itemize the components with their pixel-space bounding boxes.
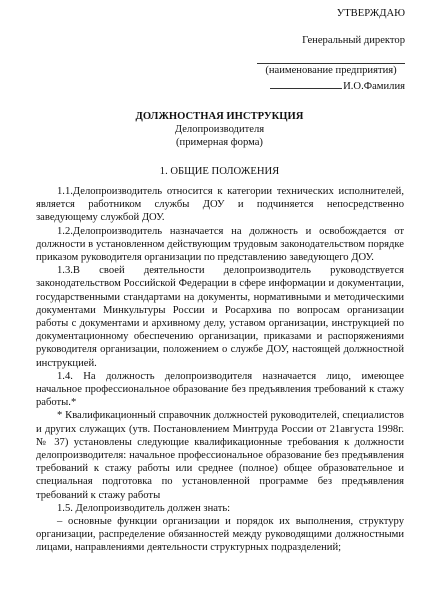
- director-position: Генеральный директор: [302, 35, 405, 47]
- list-item: – основные функции организации и порядок их выполнения, структуру организации, распределение обязанностей между руководящими должностными лицами, направлениями деятельности структурных подразделений;: [36, 516, 404, 554]
- paragraph-1-5: 1.5. Делопроизводитель должен знать:: [57, 502, 231, 514]
- document-subtitle: Делопроизводителя: [174, 124, 265, 136]
- approve-word: УТВЕРЖДАЮ: [336, 8, 405, 19]
- form-note: (примерная форма): [176, 137, 263, 149]
- paragraph-1-4: 1.4. На должность делопроизводителя назначается лицо, имеющее начальное профессиональное образование без предъявления требований к стажу работы.*: [36, 370, 404, 409]
- paragraph-1-2: 1.2.Делопроизводитель назначается на должность и освобождается от должности в установленном действующим трудовым законодательством порядке приказом руководителя организации по представлению заведующего ДОУ.: [36, 225, 404, 264]
- document-body: [36, 185, 404, 555]
- approval-block: [227, 7, 405, 93]
- organization-caption: (наименование предприятия): [265, 65, 397, 77]
- signature-blank: [270, 78, 342, 89]
- signature-name: И.О.Фамилия: [343, 80, 405, 92]
- section-title: 1. ОБЩИЕ ПОЛОЖЕНИЯ: [159, 166, 280, 177]
- footnote-paragraph: * Квалификационный справочник должностей руководителей, специалистов и других служащих (утв. Постановлением Минтруда России от 21августа 1998г. № 37) установлены следующие квалификационные требования к должности делопроизводителя: начальное профессиональное образование без предъявления требований к стажу работы или среднее (полное) общее образовательное и специальная подготовка по установленной программе без предъявления требований к стажу работы: [36, 410, 404, 501]
- signature-line: [227, 78, 405, 93]
- organization-blank-line: [257, 51, 405, 64]
- paragraph-1-3: 1.3.В своей деятельности делопроизводитель руководствуется законодательством Российской Федерации в сфере информации и документации, государственными стандартами на документы, нормативными и методическими документами Минкультуры России и Росархива по вопросам организации работы с документами и архивному делу, уставом организации, инструкцией по документационному обеспечению организации, приказами и распоряжениями руководителя организации, положением о службе ДОУ, настоящей должностной инструкцией.: [36, 265, 404, 369]
- document-heading: [0, 110, 439, 150]
- document-title: ДОЛЖНОСТНАЯ ИНСТРУКЦИЯ: [135, 111, 304, 122]
- paragraph-1-1: 1.1.Делопроизводитель относится к категории технических исполнителей, является работником службы ДОУ и подчиняется непосредственно заведующему службой ДОУ.: [36, 186, 404, 224]
